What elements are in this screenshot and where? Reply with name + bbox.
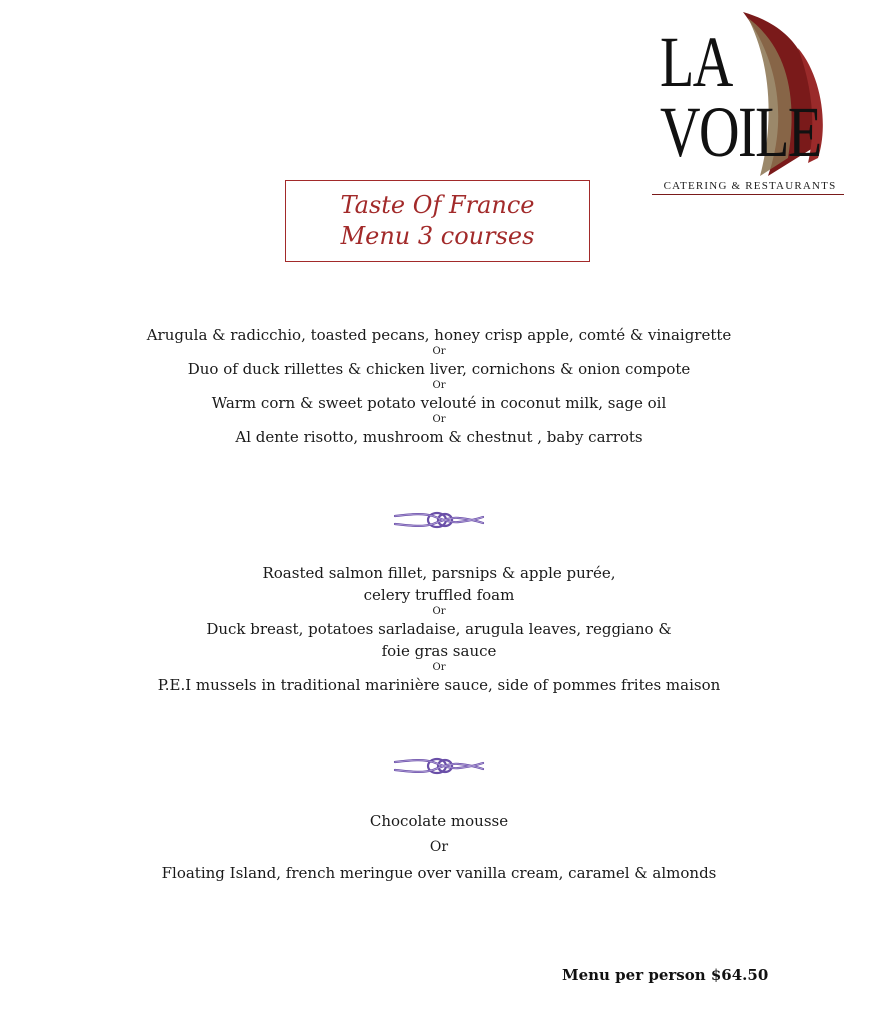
- starter-item: Arugula & radicchio, toasted pecans, honey crisp apple, comté & vinaigrette: [146, 326, 732, 344]
- or-separator: Or: [432, 380, 446, 391]
- starters-section: [0, 324, 878, 448]
- or-separator: Or: [432, 606, 446, 617]
- menu-price: Menu per person $64.50: [562, 966, 769, 984]
- main-item-line: Roasted salmon fillet, parsnips & apple purée,: [262, 564, 616, 582]
- dessert-item: Floating Island, french meringue over vanilla cream, caramel & almonds: [161, 864, 717, 882]
- starter-item: Duo of duck rillettes & chicken liver, cornichons & onion compote: [187, 360, 691, 378]
- dessert-item: Chocolate mousse: [369, 812, 509, 830]
- logo-text-voile: VOILE: [660, 92, 821, 172]
- menu-title: Taste Of France: [340, 191, 535, 219]
- or-separator: Or: [432, 346, 446, 357]
- starter-item: Al dente risotto, mushroom & chestnut , baby carrots: [235, 428, 643, 446]
- menu-title-box: [285, 180, 590, 262]
- rope-knot-divider: [393, 753, 485, 779]
- starter-item: Warm corn & sweet potato velouté in coconut milk, sage oil: [211, 394, 667, 412]
- logo-underline: [652, 194, 844, 195]
- logo-tagline: CATERING & RESTAURANTS: [663, 180, 837, 192]
- main-item-line: Duck breast, potatoes sarladaise, arugula leaves, reggiano &: [206, 620, 672, 638]
- or-separator: Or: [432, 414, 446, 425]
- desserts-section: [0, 808, 878, 886]
- menu-subtitle: Menu 3 courses: [340, 222, 535, 250]
- or-separator: Or: [432, 662, 446, 673]
- main-item-line: foie gras sauce: [381, 642, 497, 660]
- rope-knot-divider: [393, 507, 485, 533]
- logo-text-la: LA: [660, 22, 732, 102]
- la-voile-logo: [648, 8, 848, 198]
- or-separator: Or: [429, 839, 449, 855]
- main-item-line: celery truffled foam: [363, 586, 515, 604]
- mains-section: [0, 562, 878, 696]
- main-item-line: P.E.I mussels in traditional marinière sauce, side of pommes frites maison: [157, 676, 721, 694]
